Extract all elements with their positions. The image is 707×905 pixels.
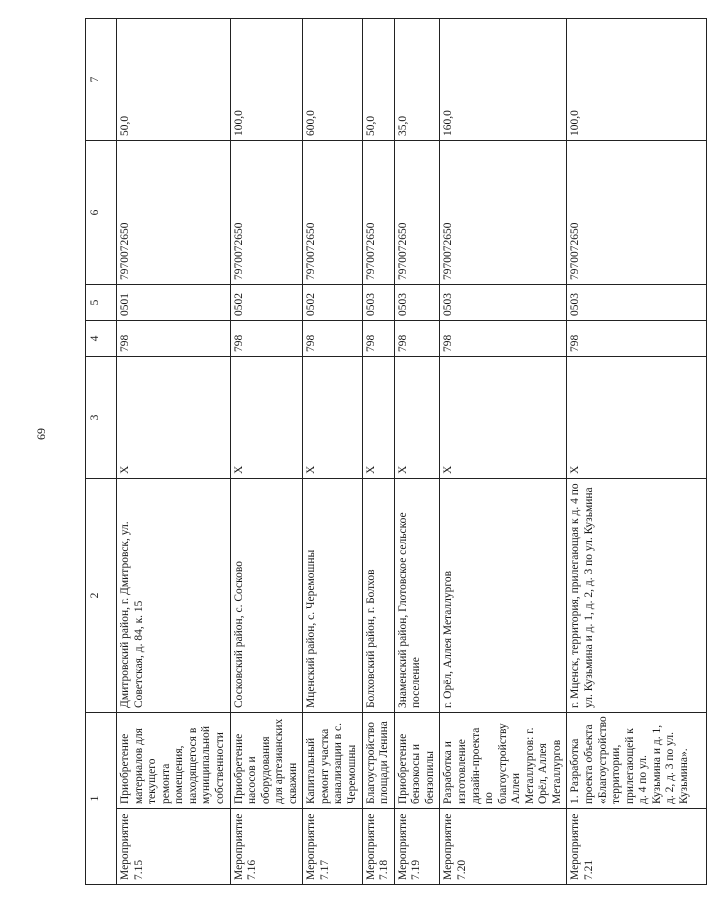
col7-cell: 50,0 xyxy=(362,19,394,141)
event-cell: Мероприятие 7.21 xyxy=(567,809,707,885)
event-cell: Мероприятие 7.15 xyxy=(117,809,231,885)
description-cell: Приобретение насосов и оборудования для артезианских скважин xyxy=(230,713,303,809)
description-cell: Приобретение бензокосы и бензопилы xyxy=(394,713,440,809)
col5-cell: 0503 xyxy=(440,285,567,321)
description-cell: Капитальный ремонт участка канализации в с. Черемошны xyxy=(303,713,362,809)
header-col-2: 2 xyxy=(86,479,117,713)
rotated-table-container xyxy=(85,19,690,885)
location-cell: Мценский район, с. Черемошны xyxy=(303,479,362,713)
header-col-3: 3 xyxy=(86,357,117,479)
col3-cell: Х xyxy=(230,357,303,479)
table-row xyxy=(440,19,567,885)
col4-cell: 798 xyxy=(303,321,362,357)
col3-cell: Х xyxy=(117,357,231,479)
table-row xyxy=(362,19,394,885)
col3-cell: Х xyxy=(362,357,394,479)
col6-cell: 7970072650 xyxy=(303,141,362,285)
col6-cell: 7970072650 xyxy=(440,141,567,285)
col5-cell: 0502 xyxy=(230,285,303,321)
col6-cell: 7970072650 xyxy=(394,141,440,285)
event-cell: Мероприятие 7.18 xyxy=(362,809,394,885)
col7-cell: 100,0 xyxy=(230,19,303,141)
col7-cell: 600,0 xyxy=(303,19,362,141)
table-row xyxy=(394,19,440,885)
col6-cell: 7970072650 xyxy=(567,141,707,285)
col6-cell: 7970072650 xyxy=(230,141,303,285)
table-row xyxy=(117,19,231,885)
location-cell: Дмитровский район, г. Дмитровск, ул. Советская, д. 84, к. 15 xyxy=(117,479,231,713)
col5-cell: 0502 xyxy=(303,285,362,321)
col5-cell: 0503 xyxy=(567,285,707,321)
description-cell: 1. Разработка проекта объекта «Благоустройство территории, прилегающей к д. 4 по ул. Кузьмина и д. 1, д. 2, д. 3 по ул. Кузьмина». xyxy=(567,713,707,809)
col6-cell: 7970072650 xyxy=(117,141,231,285)
col4-cell: 798 xyxy=(362,321,394,357)
col5-cell: 0501 xyxy=(117,285,231,321)
location-cell: Болховский район, г. Болхов xyxy=(362,479,394,713)
table-row xyxy=(230,19,303,885)
col7-cell: 35,0 xyxy=(394,19,440,141)
event-cell: Мероприятие 7.20 xyxy=(440,809,567,885)
header-col-5: 5 xyxy=(86,285,117,321)
location-cell: г. Орёл, Аллея Металлургов xyxy=(440,479,567,713)
table-row xyxy=(567,19,707,885)
location-cell: Знаменский район, Глотовское сельское поселение xyxy=(394,479,440,713)
col4-cell: 798 xyxy=(567,321,707,357)
header-col-6: 6 xyxy=(86,141,117,285)
event-cell: Мероприятие 7.19 xyxy=(394,809,440,885)
col7-cell: 160,0 xyxy=(440,19,567,141)
col6-cell: 7970072650 xyxy=(362,141,394,285)
description-cell: Приобретение материалов для текущего ремонта помещения, находящегося в муниципальной собственности xyxy=(117,713,231,809)
header-col-1: 1 xyxy=(86,713,117,885)
col7-cell: 50,0 xyxy=(117,19,231,141)
description-cell: Благоустройство площади Ленина xyxy=(362,713,394,809)
col5-cell: 0503 xyxy=(362,285,394,321)
col4-cell: 798 xyxy=(230,321,303,357)
col4-cell: 798 xyxy=(394,321,440,357)
col5-cell: 0503 xyxy=(394,285,440,321)
col4-cell: 798 xyxy=(117,321,231,357)
table-row xyxy=(303,19,362,885)
budget-table xyxy=(85,18,707,885)
table-header-row xyxy=(86,19,117,885)
event-cell: Мероприятие 7.16 xyxy=(230,809,303,885)
col3-cell: Х xyxy=(567,357,707,479)
location-cell: г. Мценск, территория, прилегающая к д. 4 по ул. Кузьмина и д. 1, д. 2, д. 3 по ул. Кузьмина xyxy=(567,479,707,713)
col4-cell: 798 xyxy=(440,321,567,357)
col3-cell: Х xyxy=(440,357,567,479)
description-cell: Разработка и изготовление дизайн-проекта по благоустройству Аллеи Металлургов: г. Орёл, Аллея Металлургов xyxy=(440,713,567,809)
header-col-4: 4 xyxy=(86,321,117,357)
page-number: 69 xyxy=(34,428,48,440)
col3-cell: Х xyxy=(303,357,362,479)
header-col-7: 7 xyxy=(86,19,117,141)
col3-cell: Х xyxy=(394,357,440,479)
location-cell: Сосковский район, с. Сосково xyxy=(230,479,303,713)
event-cell: Мероприятие 7.17 xyxy=(303,809,362,885)
col7-cell: 100,0 xyxy=(567,19,707,141)
